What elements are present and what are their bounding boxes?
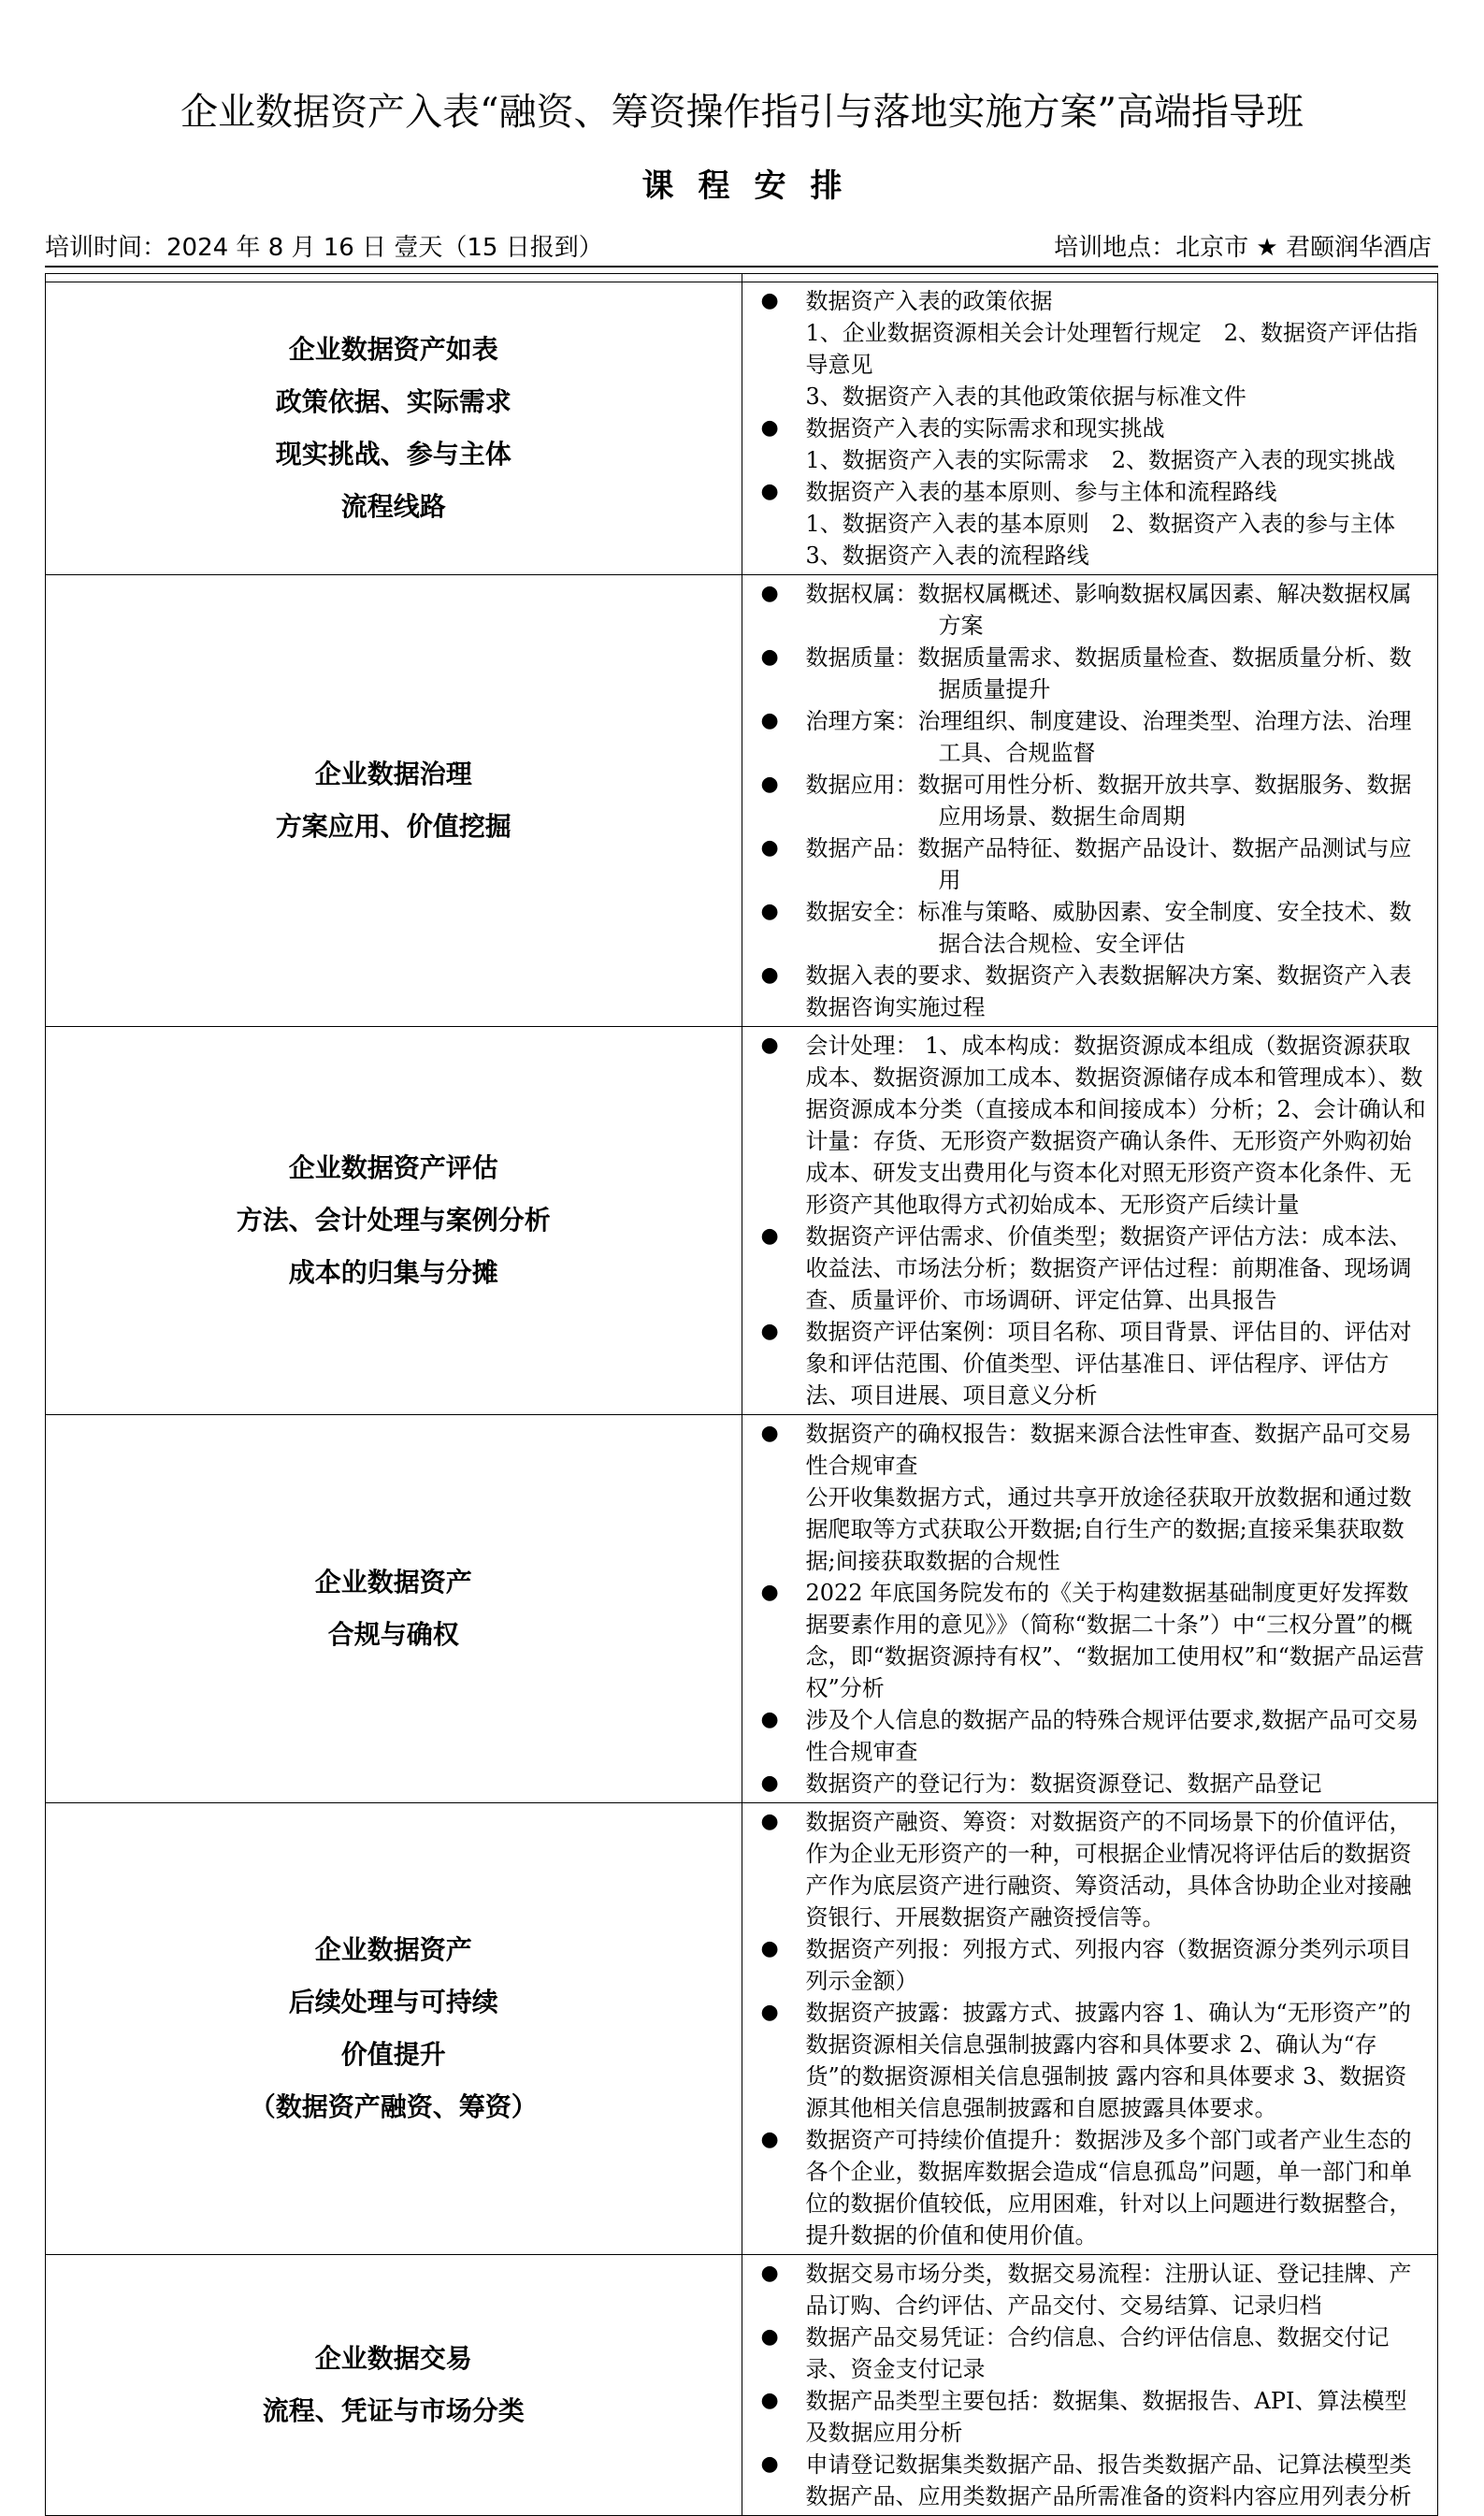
module-content (742, 1415, 1438, 1803)
table-row (46, 1415, 1438, 1803)
table-top-spacer (46, 274, 1438, 282)
list-item: ● 会计处理： 1、成本构成：数据资源成本组成（数据资源获取成本、数据资源加工成本、数据资源储存成本和管理成本）、数据资源成本分类（直接成本和间接成本）分析；2、会计确认和计量：存货、无形资产数据资产确认条件、无形资产外购初始成本、研发支出费用化与资本化对照无形资产资本化条件、无形资产其他取得方式初始成本、无形资产后续计量 (757, 1030, 1429, 1221)
list-item: ● 数据权属：数据权属概述、影响数据权属因素、解决数据权属方案 (757, 578, 1429, 642)
module-topic: 企业数据资产 后续处理与可持续 价值提升 （数据资产融资、筹资） (46, 1803, 742, 2255)
list-item: ● 数据安全：标准与策略、威胁因素、安全制度、安全技术、数据合法合规检、安全评估 (757, 896, 1429, 960)
list-item: ● 数据产品交易凭证：合约信息、合约评估信息、数据交付记录、资金支付记录 (757, 2321, 1429, 2385)
bullet-icon: ● (760, 773, 779, 796)
bullet-icon: ● (760, 582, 779, 605)
list-item: ● 数据资产列报：列报方式、列报内容（数据资源分类列示项目列示金额） (757, 1933, 1429, 1997)
list-item: ● 涉及个人信息的数据产品的特殊合规评估要求,数据产品可交易性合规审查 (757, 1704, 1429, 1768)
list-item: ● 治理方案：治理组织、制度建设、治理类型、治理方法、治理工具、合规监督 (757, 705, 1429, 769)
bullet-icon: ● (760, 1224, 779, 1248)
header-rule (45, 266, 1438, 268)
list-item: ● 数据资产评估需求、价值类型；数据资产评估方法：成本法、收益法、市场法分析；数据资产评估过程：前期准备、现场调查、质量评价、市场调研、评定估算、出具报告 (757, 1221, 1429, 1316)
list-item: ● 数据资产评估案例：项目名称、项目背景、评估目的、评估对象和评估范围、价值类型、评估基准日、评估程序、评估方法、项目进展、项目意义分析 (757, 1316, 1429, 1411)
list-item: ● 数据资产可持续价值提升：数据涉及多个部门或者产业生态的各个企业，数据库数据会造成“信息孤岛”问题，单一部门和单位的数据价值较低，应用困难，针对以上问题进行数据整合，提升数据的价值和使用价值。 (757, 2124, 1429, 2251)
list-item: ● 数据资产入表的实际需求和现实挑战 1、数据资产入表的实际需求 2、数据资产入表的现实挑战 (757, 412, 1429, 476)
bullet-icon: ● (760, 645, 779, 669)
bullet-icon: ● (760, 963, 779, 987)
bullet-icon: ● (760, 1771, 779, 1795)
table-row (46, 1027, 1438, 1415)
module-topic: 企业数据资产 合规与确权 (46, 1415, 742, 1803)
list-item: ● 数据交易市场分类，数据交易流程：注册认证、登记挂牌、产品订购、合约评估、产品交付、交易结算、记录归档 (757, 2258, 1429, 2321)
list-item: ● 数据质量：数据质量需求、数据质量检查、数据质量分析、数据质量提升 (757, 642, 1429, 705)
bullet-icon: ● (760, 2262, 779, 2285)
bullet-icon: ● (760, 2001, 779, 2024)
list-item: ● 数据产品类型主要包括：数据集、数据报告、API、算法模型及数据应用分析 (757, 2385, 1429, 2449)
bullet-icon: ● (760, 1708, 779, 1731)
schedule-heading: 课程安排 (641, 167, 867, 205)
list-item: ● 数据资产入表的基本原则、参与主体和流程路线 1、数据资产入表的基本原则 2、数据资产入表的参与主体 3、数据资产入表的流程路线 (757, 476, 1429, 571)
training-location: 培训地点：北京市 ★ 君颐润华酒店 (1054, 234, 1432, 262)
bullet-icon: ● (760, 1810, 779, 1833)
table-row (46, 282, 1438, 575)
table-row (46, 2255, 1438, 2516)
bullet-icon: ● (760, 416, 779, 440)
bullet-icon: ● (760, 900, 779, 923)
bullet-icon: ● (760, 2325, 779, 2349)
bullet-icon: ● (760, 1034, 779, 1057)
bullet-icon: ● (760, 836, 779, 860)
module-content (742, 1803, 1438, 2255)
training-time: 培训时间：2024 年 8 月 16 日 壹天（15 日报到） (45, 234, 603, 262)
bullet-icon: ● (760, 1937, 779, 1960)
list-item: ● 申请登记数据集类数据产品、报告类数据产品、记算法模型类数据产品、应用类数据产品所需准备的资料内容应用列表分析 (757, 2449, 1429, 2512)
module-content (742, 575, 1438, 1027)
module-content (742, 282, 1438, 575)
bullet-icon: ● (760, 1422, 779, 1445)
table-row (46, 575, 1438, 1027)
schedule-table (45, 273, 1438, 2516)
list-item: ● 数据资产入表的政策依据 1、企业数据资源相关会计处理暂行规定 2、数据资产评估指导意见 3、数据资产入表的其他政策依据与标准文件 (757, 285, 1429, 412)
list-item: ● 数据资产披露：披露方式、披露内容 1、确认为“无形资产”的数据资源相关信息强制披露内容和具体要求 2、确认为“存货”的数据资源相关信息强制披 露内容和具体要求 3、数据资源其他相关信息强制披露和自愿披露具体要求。 (757, 1997, 1429, 2124)
module-content (742, 1027, 1438, 1415)
document-title: 企业数据资产入表“融资、筹资操作指引与落地实施方案”高端指导班 (180, 91, 1304, 134)
bullet-icon: ● (760, 1320, 779, 1343)
list-item: ● 数据入表的要求、数据资产入表数据解决方案、数据资产入表数据咨询实施过程 (757, 960, 1429, 1023)
bullet-icon: ● (760, 1581, 779, 1604)
list-item: ● 数据产品：数据产品特征、数据产品设计、数据产品测试与应用 (757, 832, 1429, 896)
bullet-icon: ● (760, 2452, 779, 2476)
module-topic: 企业数据资产如表 政策依据、实际需求 现实挑战、参与主体 流程线路 (46, 282, 742, 575)
list-item: ● 数据资产的登记行为：数据资源登记、数据产品登记 (757, 1768, 1429, 1800)
module-topic: 企业数据治理 方案应用、价值挖掘 (46, 575, 742, 1027)
table-row (46, 1803, 1438, 2255)
bullet-icon: ● (760, 2128, 779, 2151)
module-content (742, 2255, 1438, 2516)
list-item: ● 2022 年底国务院发布的《关于构建数据基础制度更好发挥数据要素作用的意见》》（简称“数据二十条”）中“三权分置”的概念，即“数据资源持有权”、“数据加工使用权”和“数据产品运营权”分析 (757, 1577, 1429, 1704)
bullet-icon: ● (760, 480, 779, 503)
list-item: ● 数据资产融资、筹资：对数据资产的不同场景下的价值评估，作为企业无形资产的一种，可根据企业情况将评估后的数据资产作为底层资产进行融资、筹资活动，具体含协助企业对接融资银行、开展数据资产融资授信等。 (757, 1806, 1429, 1933)
bullet-icon: ● (760, 2389, 779, 2412)
bullet-icon: ● (760, 709, 779, 732)
list-item: ● 数据应用：数据可用性分析、数据开放共享、数据服务、数据应用场景、数据生命周期 (757, 769, 1429, 832)
module-topic: 企业数据交易 流程、凭证与市场分类 (46, 2255, 742, 2516)
module-topic: 企业数据资产评估 方法、会计处理与案例分析 成本的归集与分摊 (46, 1027, 742, 1415)
bullet-icon: ● (760, 289, 779, 312)
list-item: ● 数据资产的确权报告：数据来源合法性审查、数据产品可交易性合规审查 公开收集数据方式，通过共享开放途径获取开放数据和通过数据爬取等方式获取公开数据;自行生产的数据;直接采集获取数据;间接获取数据的合规性 (757, 1418, 1429, 1577)
